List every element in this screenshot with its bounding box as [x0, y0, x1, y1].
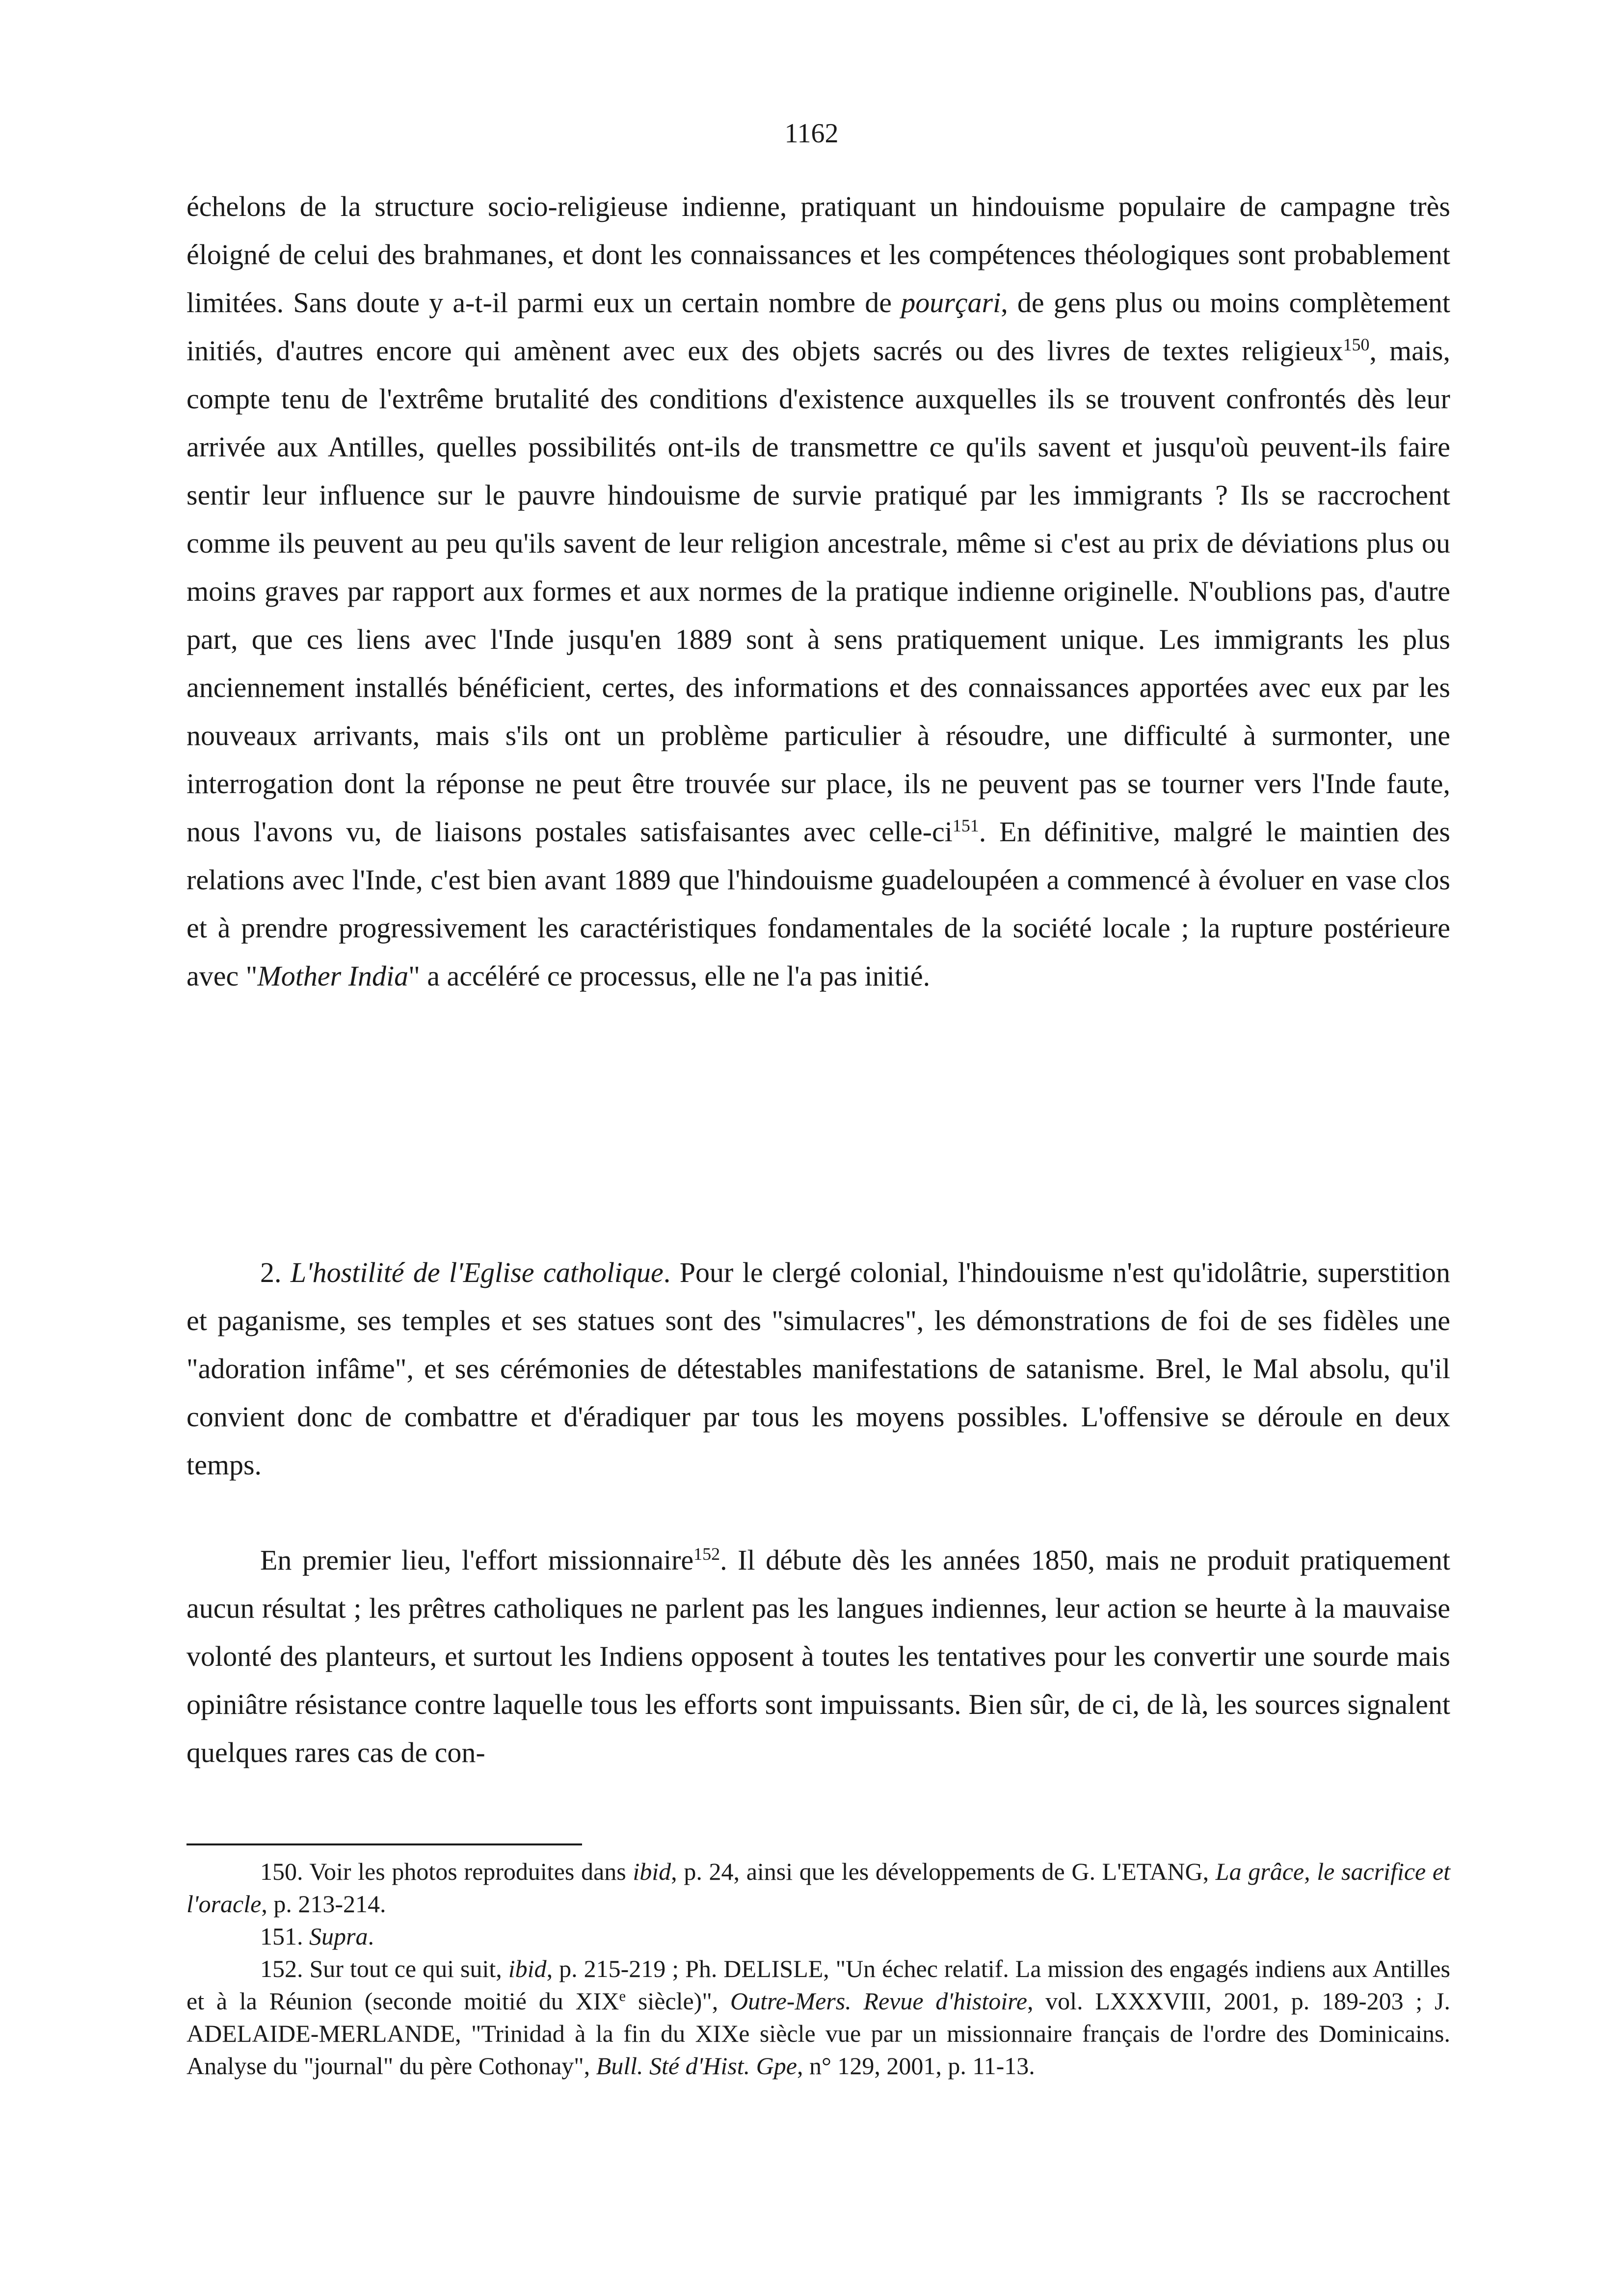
italic-term: La grâce, le sacrifice et l'oracle — [186, 1858, 1450, 1918]
text-run: , mais, compte tenu de l'extrême brutalité des conditions d'existence auxquelles ils se trouvent confrontés dès leur arrivée aux Antilles, quelles possibilités ont-ils de transmettre ce qu'ils savent et jusqu'où peuvent-ils faire sentir leur influence sur le pauvre hindouisme de survie pratiqué par les immigrants ? Ils se raccrochent comme ils peuvent au peu qu'ils savent de leur religion ancestrale, même si c'est au prix de déviations plus ou moins graves par rapport aux formes et aux normes de la pratique indienne originelle. N'oublions pas, d'autre part, que ces liens avec l'Inde jusqu'en 1889 sont à sens pratiquement unique. Les immigrants les plus anciennement installés bénéficient, certes, des informations et des connaissances apportées avec eux par les nouveaux arrivants, mais s'ils ont un problème particulier à résoudre, une difficulté à surmonter, une interrogation dont la réponse ne peut être trouvée sur place, ils ne peuvent pas se tourner vers l'Inde faute, nous l'avons vu, de liaisons postales satisfaisantes avec celle-ci — [186, 335, 1451, 848]
italic-term: Supra — [309, 1922, 368, 1950]
body-paragraph-3 — [186, 1536, 1450, 1777]
text-run: , vol. LXXXVIII, 2001, p. 189-203 ; J. ADELAIDE-MERLANDE, "Trinidad à la fin du XIXe siècle vue par un missionnaire français de l'ordre des Dominicains. Analyse du "journal" du père Cothonay", — [186, 1987, 1450, 2080]
text-run: 152. Sur tout ce qui suit, — [260, 1955, 508, 1982]
italic-term: Bull. Sté d'Hist. Gpe — [596, 2052, 797, 2080]
superscript: e — [619, 1987, 626, 2004]
text-run: . Pour le clergé colonial, l'hindouisme n'est qu'idolâtrie, superstition et paganisme, ses temples et ses statues sont des "simulacres", les démonstrations de foi de ses fidèles une "adoration infâme", et ses cérémonies de détestables manifestations de satanisme. Brel, le Mal absolu, qu'il convient donc de combattre et d'éradiquer par tous les moyens possibles. L'offensive se déroule en deux temps. — [186, 1256, 1450, 1481]
section-number: 2. — [260, 1256, 291, 1288]
text-run: . — [368, 1922, 374, 1950]
footnote-ref-152[interactable]: 152 — [693, 1544, 720, 1564]
text-run: En premier lieu, l'effort missionnaire — [260, 1544, 694, 1576]
text-run: . En définitive, malgré le maintien des relations avec l'Inde, c'est bien avant 1889 que l'hindouisme guadeloupéen a commencé à évoluer en vase clos et à prendre progressivement les caractéristiques fondamentales de la société locale ; la rupture postérieure avec " — [186, 816, 1450, 992]
footnote-150 — [186, 1855, 1450, 1920]
section-heading: L'hostilité de l'Eglise catholique — [290, 1256, 664, 1288]
page-number: 1162 — [784, 118, 839, 149]
italic-term: ibid — [508, 1955, 547, 1982]
body-paragraph-2 — [186, 1249, 1450, 1489]
footnote-ref-150[interactable]: 150 — [1343, 335, 1370, 355]
text-run: siècle)", — [626, 1987, 730, 2015]
text-run: , p. 215-219 ; Ph. DELISLE, "Un échec relatif. La mission des engagés indiens aux Antilles et à la Réunion (seconde moitié du XIX — [186, 1955, 1450, 2015]
text-run: " a accéléré ce processus, elle ne l'a pas initié. — [408, 960, 931, 992]
italic-term: ibid — [633, 1858, 671, 1885]
footnote-separator — [186, 1843, 582, 1845]
text-run: , p. 213-214. — [261, 1890, 386, 1918]
body-paragraph-1 — [186, 183, 1450, 1000]
text-run: , p. 24, ainsi que les développements de G. L'ETANG, — [671, 1858, 1216, 1885]
footnote-ref-151[interactable]: 151 — [952, 816, 979, 836]
text-run: , de gens plus ou moins complètement initiés, d'autres encore qui amènent avec eux des objets sacrés ou des livres de textes religieux — [186, 287, 1450, 367]
footnote-151 — [186, 1920, 1450, 1952]
text-run: . Il débute dès les années 1850, mais ne produit pratiquement aucun résultat ; les prêtres catholiques ne parlent pas les langues indiennes, leur action se heurte à la mauvaise volonté des planteurs, et surtout les Indiens opposent à toutes les tentatives pour les convertir une sourde mais opiniâtre résistance contre laquelle tous les efforts sont impuissants. Bien sûr, de ci, de là, les sources signalent quelques rares cas de con- — [186, 1544, 1451, 1768]
text-run: 150. Voir les photos reproduites dans — [260, 1858, 633, 1885]
italic-term: pourçari — [901, 287, 1001, 319]
footnote-152 — [186, 1952, 1450, 2082]
footnotes — [186, 1855, 1450, 2082]
text-run: , n° 129, 2001, p. 11-13. — [797, 2052, 1035, 2080]
text-run: 151. — [260, 1922, 309, 1950]
italic-term: Mother India — [257, 960, 409, 992]
text-run: échelons de la structure socio-religieuse indienne, pratiquant un hindouisme populaire de campagne très éloigné de celui des brahmanes, et dont les connaissances et les compétences théologiques sont probablement limitées. Sans doute y a-t-il parmi eux un certain nombre de — [186, 190, 1450, 319]
italic-term: Outre-Mers. Revue d'histoire — [730, 1987, 1027, 2015]
